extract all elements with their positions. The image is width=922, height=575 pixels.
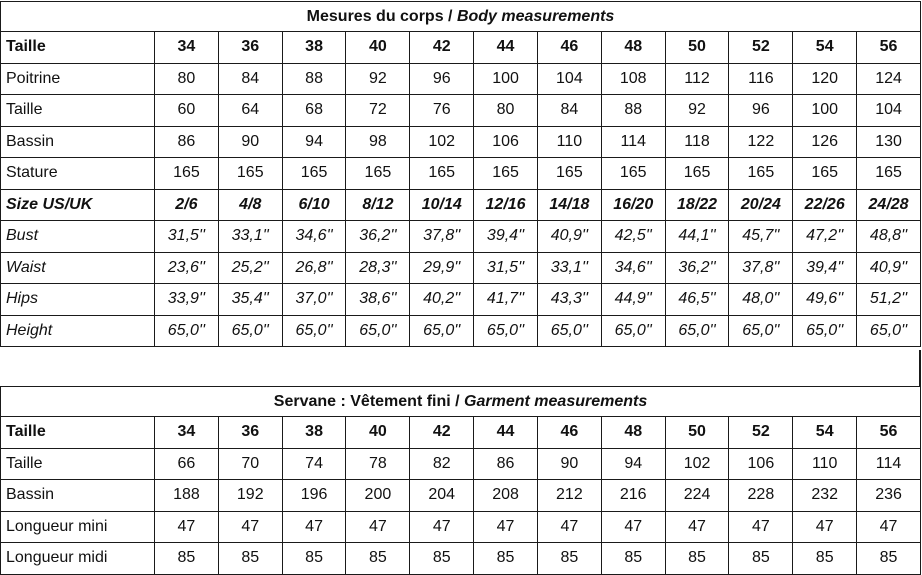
table-cell: 104 bbox=[537, 63, 601, 95]
garment-table-title bbox=[1, 387, 921, 417]
table-cell: 165 bbox=[282, 158, 346, 190]
table-cell: 116 bbox=[729, 63, 793, 95]
table-cell: 94 bbox=[282, 126, 346, 158]
table-cell: 22/26 bbox=[793, 189, 857, 221]
table-cell: 212 bbox=[537, 480, 601, 512]
table-row bbox=[1, 480, 921, 512]
table-cell: 85 bbox=[474, 543, 538, 575]
table-cell: 216 bbox=[601, 480, 665, 512]
table-cell: 47,2'' bbox=[793, 221, 857, 253]
table-cell: 85 bbox=[857, 543, 921, 575]
table-cell: 85 bbox=[601, 543, 665, 575]
table-cell: 65,0'' bbox=[155, 315, 219, 347]
table-cell: 47 bbox=[346, 511, 410, 543]
row-label: Taille bbox=[1, 417, 155, 449]
table-cell: 44 bbox=[474, 417, 538, 449]
table-cell: 64 bbox=[218, 95, 282, 127]
table-cell: 50 bbox=[665, 417, 729, 449]
table-cell: 65,0'' bbox=[537, 315, 601, 347]
table-cell: 192 bbox=[218, 480, 282, 512]
row-label: Taille bbox=[1, 95, 155, 127]
table-cell: 56 bbox=[857, 417, 921, 449]
table-cell: 165 bbox=[729, 158, 793, 190]
table-row bbox=[1, 511, 921, 543]
row-label: Bassin bbox=[1, 480, 155, 512]
table-cell: 65,0'' bbox=[793, 315, 857, 347]
row-label: Bassin bbox=[1, 126, 155, 158]
table-cell: 54 bbox=[793, 417, 857, 449]
table-cell: 118 bbox=[665, 126, 729, 158]
table-cell: 20/24 bbox=[729, 189, 793, 221]
table-cell: 39,4'' bbox=[793, 252, 857, 284]
table-cell: 40 bbox=[346, 417, 410, 449]
table-row bbox=[1, 158, 921, 190]
table-row bbox=[1, 189, 921, 221]
table-cell: 165 bbox=[601, 158, 665, 190]
row-label: Bust bbox=[1, 221, 155, 253]
table-cell: 38 bbox=[282, 32, 346, 64]
table-row bbox=[1, 252, 921, 284]
table-cell: 76 bbox=[410, 95, 474, 127]
table-cell: 24/28 bbox=[857, 189, 921, 221]
title-italic: Garment measurements bbox=[464, 392, 648, 410]
table-cell: 34 bbox=[155, 417, 219, 449]
table-cell: 40,2'' bbox=[410, 284, 474, 316]
table-cell: 42 bbox=[410, 32, 474, 64]
table-cell: 65,0'' bbox=[218, 315, 282, 347]
table-cell: 44,1'' bbox=[665, 221, 729, 253]
table-cell: 50 bbox=[665, 32, 729, 64]
table-cell: 68 bbox=[282, 95, 346, 127]
table-cell: 126 bbox=[793, 126, 857, 158]
table-cell: 106 bbox=[474, 126, 538, 158]
table-cell: 34,6'' bbox=[601, 252, 665, 284]
table-cell: 65,0'' bbox=[601, 315, 665, 347]
table-cell: 65,0'' bbox=[474, 315, 538, 347]
table-cell: 165 bbox=[346, 158, 410, 190]
table-cell: 85 bbox=[729, 543, 793, 575]
table-cell: 29,9'' bbox=[410, 252, 474, 284]
table-cell: 49,6'' bbox=[793, 284, 857, 316]
table-row bbox=[1, 543, 921, 575]
table-cell: 84 bbox=[537, 95, 601, 127]
table-title-row bbox=[1, 2, 921, 32]
table-cell: 52 bbox=[729, 417, 793, 449]
table-cell: 165 bbox=[155, 158, 219, 190]
table-cell: 165 bbox=[218, 158, 282, 190]
table-row bbox=[1, 315, 921, 347]
table-cell: 37,8'' bbox=[410, 221, 474, 253]
table-cell: 47 bbox=[474, 511, 538, 543]
table-cell: 44 bbox=[474, 32, 538, 64]
table-cell: 188 bbox=[155, 480, 219, 512]
row-label: Hips bbox=[1, 284, 155, 316]
table-cell: 45,7'' bbox=[729, 221, 793, 253]
table-cell: 204 bbox=[410, 480, 474, 512]
table-cell: 42 bbox=[410, 417, 474, 449]
table-cell: 54 bbox=[793, 32, 857, 64]
table-cell: 86 bbox=[155, 126, 219, 158]
table-cell: 41,7'' bbox=[474, 284, 538, 316]
table-cell: 48 bbox=[601, 32, 665, 64]
table-cell: 2/6 bbox=[155, 189, 219, 221]
table-cell: 108 bbox=[601, 63, 665, 95]
table-cell: 88 bbox=[601, 95, 665, 127]
table-cell: 120 bbox=[793, 63, 857, 95]
table-cell: 47 bbox=[665, 511, 729, 543]
row-label: Taille bbox=[1, 32, 155, 64]
table-row bbox=[1, 448, 921, 480]
table-cell: 47 bbox=[410, 511, 474, 543]
table-cell: 60 bbox=[155, 95, 219, 127]
table-cell: 88 bbox=[282, 63, 346, 95]
table-cell: 84 bbox=[218, 63, 282, 95]
table-cell: 26,8'' bbox=[282, 252, 346, 284]
table-cell: 47 bbox=[601, 511, 665, 543]
table-cell: 98 bbox=[346, 126, 410, 158]
table-cell: 56 bbox=[857, 32, 921, 64]
table-cell: 46 bbox=[537, 32, 601, 64]
table-cell: 165 bbox=[410, 158, 474, 190]
table-cell: 40,9'' bbox=[857, 252, 921, 284]
row-label: Longueur mini bbox=[1, 511, 155, 543]
table-cell: 232 bbox=[793, 480, 857, 512]
table-cell: 102 bbox=[410, 126, 474, 158]
table-cell: 65,0'' bbox=[410, 315, 474, 347]
table-cell: 112 bbox=[665, 63, 729, 95]
table-cell: 8/12 bbox=[346, 189, 410, 221]
table-cell: 90 bbox=[537, 448, 601, 480]
table-cell: 35,4'' bbox=[218, 284, 282, 316]
table-cell: 47 bbox=[537, 511, 601, 543]
table-cell: 65,0'' bbox=[665, 315, 729, 347]
table-cell: 124 bbox=[857, 63, 921, 95]
table-cell: 228 bbox=[729, 480, 793, 512]
table-cell: 114 bbox=[601, 126, 665, 158]
divider bbox=[919, 350, 921, 386]
table-cell: 85 bbox=[537, 543, 601, 575]
table-cell: 46,5'' bbox=[665, 284, 729, 316]
table-cell: 66 bbox=[155, 448, 219, 480]
table-cell: 36 bbox=[218, 32, 282, 64]
table-cell: 85 bbox=[218, 543, 282, 575]
row-label: Longueur midi bbox=[1, 543, 155, 575]
table-cell: 224 bbox=[665, 480, 729, 512]
table-cell: 43,3'' bbox=[537, 284, 601, 316]
table-cell: 52 bbox=[729, 32, 793, 64]
table-cell: 110 bbox=[793, 448, 857, 480]
table-cell: 34 bbox=[155, 32, 219, 64]
table-cell: 65,0'' bbox=[346, 315, 410, 347]
table-row bbox=[1, 284, 921, 316]
table-cell: 94 bbox=[601, 448, 665, 480]
table-row bbox=[1, 417, 921, 449]
table-cell: 92 bbox=[346, 63, 410, 95]
table-cell: 74 bbox=[282, 448, 346, 480]
table-row bbox=[1, 32, 921, 64]
table-cell: 110 bbox=[537, 126, 601, 158]
table-cell: 72 bbox=[346, 95, 410, 127]
garment-measurements-table bbox=[0, 386, 921, 575]
table-title-row bbox=[1, 387, 921, 417]
table-cell: 33,9'' bbox=[155, 284, 219, 316]
table-cell: 47 bbox=[793, 511, 857, 543]
title-regular: Mesures du corps / bbox=[306, 7, 457, 25]
table-cell: 36 bbox=[218, 417, 282, 449]
table-cell: 6/10 bbox=[282, 189, 346, 221]
table-cell: 85 bbox=[665, 543, 729, 575]
table-cell: 122 bbox=[729, 126, 793, 158]
table-cell: 44,9'' bbox=[601, 284, 665, 316]
table-cell: 165 bbox=[857, 158, 921, 190]
body-table-title bbox=[1, 2, 921, 32]
table-cell: 106 bbox=[729, 448, 793, 480]
table-cell: 47 bbox=[729, 511, 793, 543]
table-cell: 47 bbox=[218, 511, 282, 543]
table-cell: 65,0'' bbox=[282, 315, 346, 347]
table-cell: 85 bbox=[282, 543, 346, 575]
table-cell: 70 bbox=[218, 448, 282, 480]
table-cell: 10/14 bbox=[410, 189, 474, 221]
table-cell: 96 bbox=[410, 63, 474, 95]
table-cell: 51,2'' bbox=[857, 284, 921, 316]
table-cell: 85 bbox=[410, 543, 474, 575]
table-cell: 80 bbox=[474, 95, 538, 127]
table-cell: 82 bbox=[410, 448, 474, 480]
table-cell: 31,5'' bbox=[155, 221, 219, 253]
table-cell: 104 bbox=[857, 95, 921, 127]
table-cell: 47 bbox=[282, 511, 346, 543]
table-cell: 48 bbox=[601, 417, 665, 449]
table-cell: 14/18 bbox=[537, 189, 601, 221]
table-cell: 36,2'' bbox=[665, 252, 729, 284]
table-cell: 86 bbox=[474, 448, 538, 480]
table-cell: 36,2'' bbox=[346, 221, 410, 253]
table-cell: 65,0'' bbox=[857, 315, 921, 347]
table-cell: 40 bbox=[346, 32, 410, 64]
row-label: Height bbox=[1, 315, 155, 347]
title-regular: Servane : Vêtement fini / bbox=[273, 392, 465, 410]
table-cell: 31,5'' bbox=[474, 252, 538, 284]
table-cell: 38,6'' bbox=[346, 284, 410, 316]
table-cell: 33,1'' bbox=[537, 252, 601, 284]
table-cell: 47 bbox=[857, 511, 921, 543]
table-cell: 165 bbox=[793, 158, 857, 190]
table-cell: 100 bbox=[793, 95, 857, 127]
table-cell: 34,6'' bbox=[282, 221, 346, 253]
table-cell: 38 bbox=[282, 417, 346, 449]
table-cell: 16/20 bbox=[601, 189, 665, 221]
table-cell: 47 bbox=[155, 511, 219, 543]
table-cell: 25,2'' bbox=[218, 252, 282, 284]
table-cell: 130 bbox=[857, 126, 921, 158]
row-label: Taille bbox=[1, 448, 155, 480]
row-label: Waist bbox=[1, 252, 155, 284]
table-cell: 37,8'' bbox=[729, 252, 793, 284]
table-row bbox=[1, 126, 921, 158]
table-cell: 90 bbox=[218, 126, 282, 158]
table-cell: 85 bbox=[793, 543, 857, 575]
table-cell: 165 bbox=[665, 158, 729, 190]
table-cell: 92 bbox=[665, 95, 729, 127]
table-cell: 18/22 bbox=[665, 189, 729, 221]
table-cell: 48,0'' bbox=[729, 284, 793, 316]
table-cell: 23,6'' bbox=[155, 252, 219, 284]
table-cell: 165 bbox=[474, 158, 538, 190]
table-row bbox=[1, 63, 921, 95]
table-cell: 165 bbox=[537, 158, 601, 190]
table-cell: 78 bbox=[346, 448, 410, 480]
table-cell: 65,0'' bbox=[729, 315, 793, 347]
table-cell: 39,4'' bbox=[474, 221, 538, 253]
table-row bbox=[1, 95, 921, 127]
table-cell: 4/8 bbox=[218, 189, 282, 221]
table-cell: 196 bbox=[282, 480, 346, 512]
row-label: Stature bbox=[1, 158, 155, 190]
table-cell: 46 bbox=[537, 417, 601, 449]
table-cell: 28,3'' bbox=[346, 252, 410, 284]
table-cell: 236 bbox=[857, 480, 921, 512]
body-measurements-table bbox=[0, 1, 921, 347]
table-cell: 102 bbox=[665, 448, 729, 480]
table-cell: 85 bbox=[155, 543, 219, 575]
table-cell: 100 bbox=[474, 63, 538, 95]
table-row bbox=[1, 221, 921, 253]
table-cell: 200 bbox=[346, 480, 410, 512]
title-italic: Body measurements bbox=[456, 7, 615, 25]
table-cell: 208 bbox=[474, 480, 538, 512]
table-cell: 40,9'' bbox=[537, 221, 601, 253]
table-cell: 80 bbox=[155, 63, 219, 95]
table-cell: 12/16 bbox=[474, 189, 538, 221]
table-cell: 33,1'' bbox=[218, 221, 282, 253]
row-label: Size US/UK bbox=[1, 189, 155, 221]
table-cell: 114 bbox=[857, 448, 921, 480]
table-cell: 42,5'' bbox=[601, 221, 665, 253]
table-cell: 48,8'' bbox=[857, 221, 921, 253]
table-cell: 85 bbox=[346, 543, 410, 575]
table-cell: 96 bbox=[729, 95, 793, 127]
table-cell: 37,0'' bbox=[282, 284, 346, 316]
row-label: Poitrine bbox=[1, 63, 155, 95]
